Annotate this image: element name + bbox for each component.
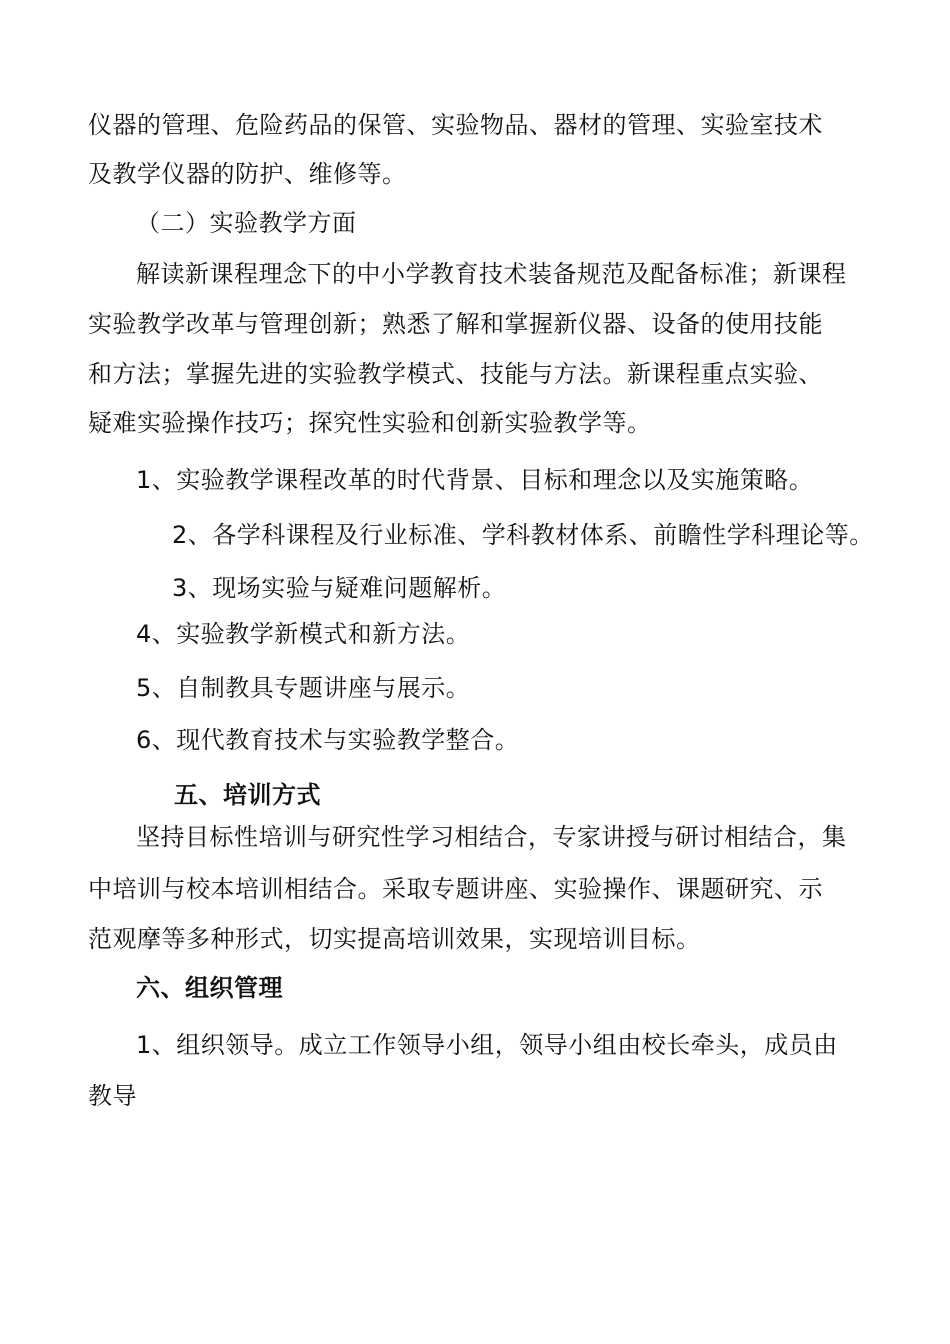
subsection-heading: （二）实验教学方面 — [136, 209, 357, 237]
list-item: 3、现场实验与疑难问题解析。 — [172, 574, 507, 602]
section-heading: 五、培训方式 — [174, 781, 321, 809]
paragraph-line: 和方法；掌握先进的实验教学模式、技能与方法。新课程重点实验、 — [88, 360, 823, 388]
list-item: 6、现代教育技术与实验教学整合。 — [136, 726, 520, 754]
paragraph-line: 解读新课程理念下的中小学教育技术装备规范及配备标准；新课程 — [136, 260, 847, 288]
paragraph-line: 疑难实验操作技巧；探究性实验和创新实验教学等。 — [88, 409, 652, 437]
list-item: 2、各学科课程及行业标准、学科教材体系、前瞻性学科理论等。 — [172, 521, 874, 549]
paragraph-line: 实验教学改革与管理创新；熟悉了解和掌握新仪器、设备的使用技能 — [88, 310, 823, 338]
paragraph-line: 中培训与校本培训相结合。采取专题讲座、实验操作、课题研究、示 — [88, 875, 823, 903]
list-item: 4、实验教学新模式和新方法。 — [136, 620, 471, 648]
paragraph-line: 1、组织领导。成立工作领导小组，领导小组由校长牵头，成员由 — [136, 1031, 838, 1059]
paragraph-line: 仪器的管理、危险药品的保管、实验物品、器材的管理、实验室技术 — [88, 111, 823, 139]
paragraph-line: 范观摩等多种形式，切实提高培训效果，实现培训目标。 — [88, 925, 701, 953]
list-item: 5、自制教具专题讲座与展示。 — [136, 674, 471, 702]
paragraph-line: 及教学仪器的防护、维修等。 — [88, 160, 407, 188]
list-item: 1、实验教学课程改革的时代背景、目标和理念以及实施策略。 — [136, 466, 814, 494]
paragraph-line: 坚持目标性培训与研究性学习相结合，专家讲授与研讨相结合，集 — [136, 823, 847, 851]
section-heading: 六、组织管理 — [136, 974, 283, 1002]
paragraph-line: 教导 — [88, 1082, 137, 1110]
